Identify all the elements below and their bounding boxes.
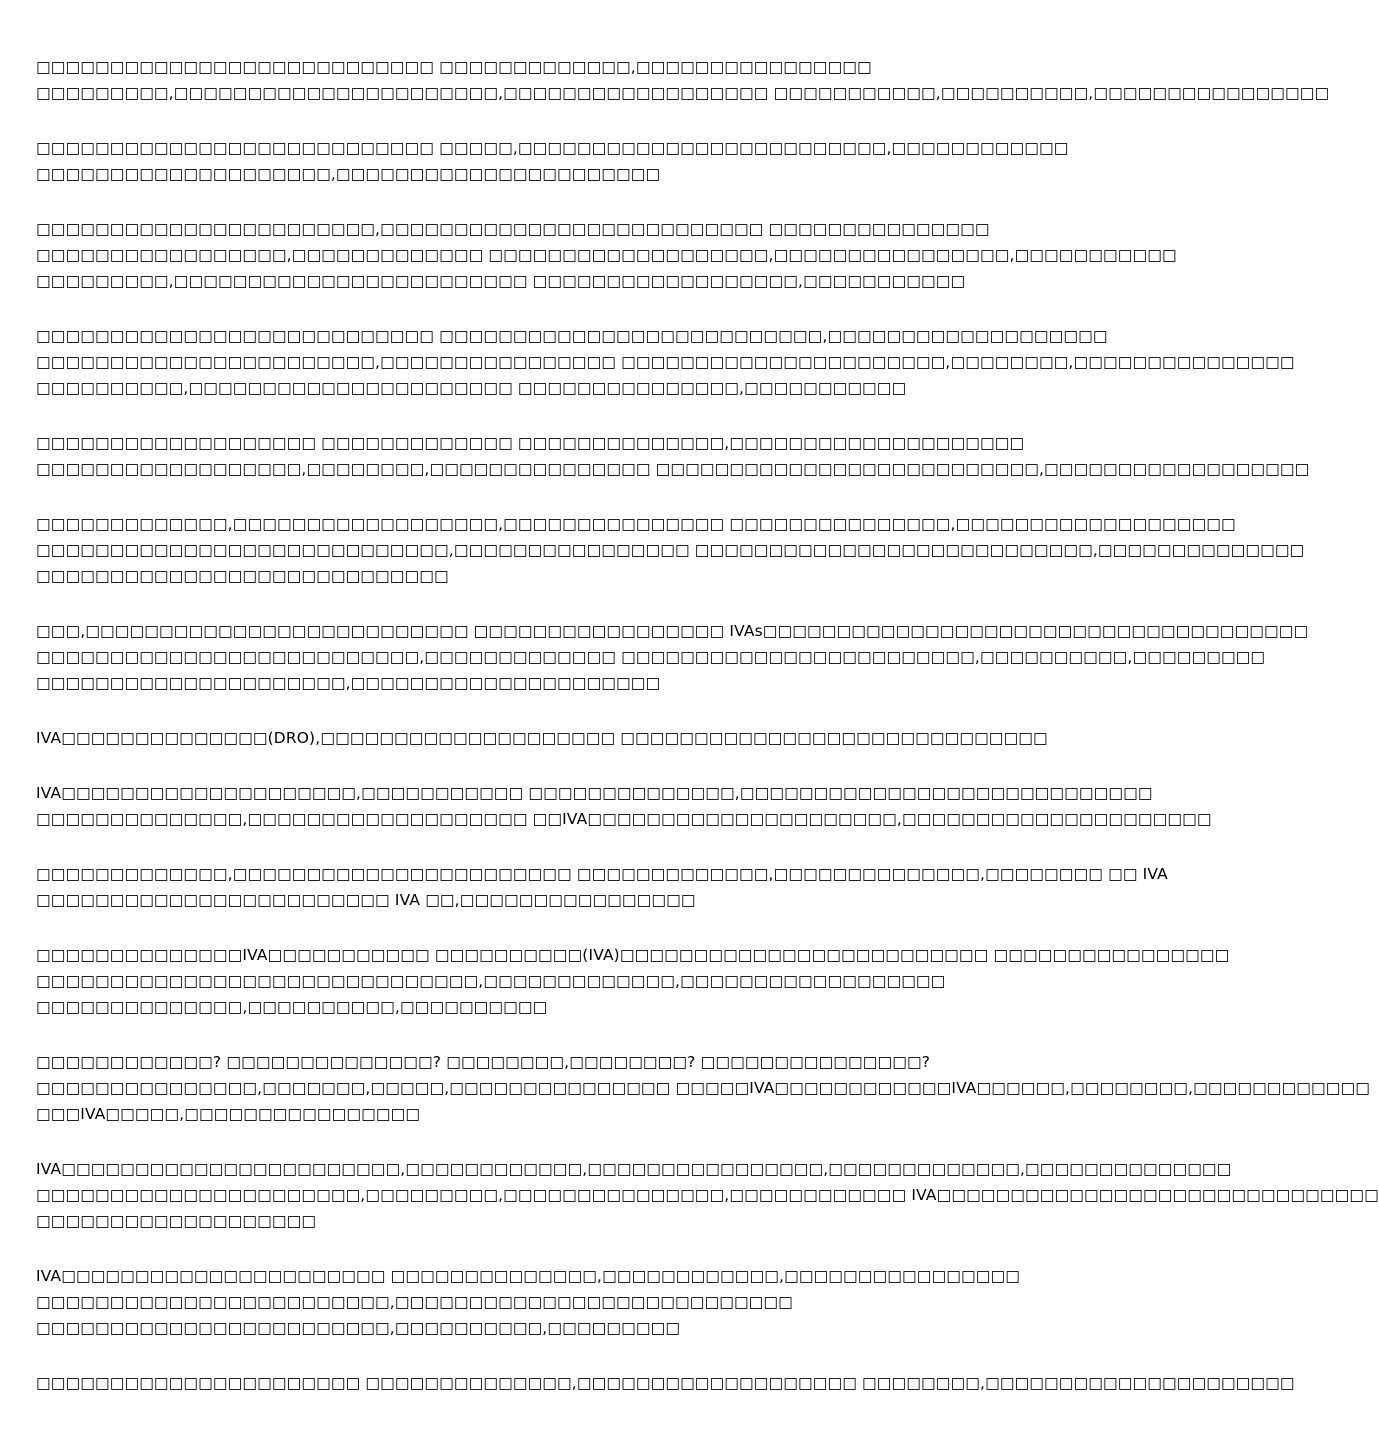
text-line: □□□□□□□□□□,□□□□□□□□□□□□□□□□□□□□□□ □□□□□□□□□□□□□□□,□□□□□□□□□□□ [36, 379, 907, 397]
text-line: □□□□□□□□□□□□□□□□□□□□,□□□□□□□□□□□□□□□□□□□□□□ [36, 165, 661, 183]
text-line: □□□□□□□□□□□□□□IVA□□□□□□□□□□□ □□□□□□□□□□(IVA)□□□□□□□□□□□□□□□□□□□□□□□□□ □□□□□□□□□□□□□□□□ [36, 946, 1230, 964]
paragraph-6 [36, 511, 1305, 589]
text-line: IVA□□□□□□□□□□□□□□□□□□□□,□□□□□□□□□□□ □□□□□□□□□□□□□□,□□□□□□□□□□□□□□□□□□□□□□□□□□□□ [36, 784, 1153, 802]
text-line: □□□□□□□□□□□□□□□□□□□□□□□□□□□□,□□□□□□□□□□□□□□□□ □□□□□□□□□□□□□□□□□□□□□□□□□□□,□□□□□□□□□□□□□□ [36, 541, 1305, 559]
paragraph-9 [36, 780, 1212, 832]
text-line: □□□,□□□□□□□□□□□□□□□□□□□□□□□□□□ □□□□□□□□□□□□□□□□□ IVAs□□□□□□□□□□□□□□□□□□□□□□□□□□□□□□□□□□□□□ [36, 622, 1309, 640]
text-line: □□□□□□□□□□□□□□□□□□□□□□□,□□□□□□□□□□□□□□□□□□□□□□□□□□ □□□□□□□□□□□□□□□ [36, 220, 990, 238]
paragraph-4 [36, 323, 1295, 401]
text-line: □□□□□□□□□□□□□□□□□□□□□□□□□□□□□□,□□□□□□□□□□□□□,□□□□□□□□□□□□□□□□□□ [36, 972, 946, 990]
paragraph-2 [36, 135, 1069, 187]
text-line: □□□□□□□□□□□□□□□□□□□ [36, 1212, 317, 1230]
paragraph-3 [36, 216, 1177, 294]
text-line: □□□□□□□□□□□□□□□□□□□□□□,□□□□□□□□□,□□□□□□□□□□□□□□□,□□□□□□□□□□□□ IVA□□□□□□□□□□□□□□□□□□□□□□□□□□□□□□ [36, 1186, 1379, 1204]
paragraph-5 [36, 430, 1310, 482]
paragraph-15 [36, 1370, 1295, 1396]
text-line: IVA□□□□□□□□□□□□□□□□□□□□□□ □□□□□□□□□□□□□□,□□□□□□□□□□□□,□□□□□□□□□□□□□□□□ [36, 1267, 1020, 1285]
text-line: □□□□□□□□□□□□□□□□□□□□□□□□ IVA □□,□□□□□□□□□□□□□□□□ [36, 891, 696, 909]
text-line: □□□□□□□□□□□□□□□□□□□□□□□□□□□ □□□□□,□□□□□□□□□□□□□□□□□□□□□□□□□,□□□□□□□□□□□□ [36, 139, 1069, 157]
paragraph-7 [36, 618, 1309, 696]
text-line: □□□□□□□□□□□□□□□□□□□ □□□□□□□□□□□□□ □□□□□□□□□□□□□□,□□□□□□□□□□□□□□□□□□□□ [36, 434, 1025, 452]
paragraph-8 [36, 725, 1048, 751]
text-line: IVA□□□□□□□□□□□□□□□□□□□□□□□,□□□□□□□□□□□□,□□□□□□□□□□□□□□□□,□□□□□□□□□□□□□,□□□□□□□□□□□□□□ [36, 1160, 1232, 1178]
text-line: □□□□□□□□□,□□□□□□□□□□□□□□□□□□□□□□,□□□□□□□□□□□□□□□□□□ □□□□□□□□□□□,□□□□□□□□□□,□□□□□□□□□□□□□□□□ [36, 84, 1330, 102]
text-line: □□□□□□□□□□□□□□□□□□□□□□□□□□□ □□□□□□□□□□□□□□□□□□□□□□□□□□,□□□□□□□□□□□□□□□□□□□ [36, 327, 1108, 345]
text-line: □□□□□□□□□□□□□□□□□□□□□□□,□□□□□□□□□□□□□□□□ □□□□□□□□□□□□□□□□□□□□□□,□□□□□□□□,□□□□□□□□□□□□□□□ [36, 353, 1295, 371]
document-body [36, 54, 1379, 1425]
text-line: □□□□□□□□□□□□□□□□□□□□□,□□□□□□□□□□□□□□□□□□□□□ [36, 674, 661, 692]
text-line: □□□□□□□□□□□□□□□□□□□□□□□□,□□□□□□□□□□□□□□□□□□□□□□□□□□□ [36, 1293, 793, 1311]
text-line: □□□□□□□□□□□□□□□□□,□□□□□□□□□□□□□ □□□□□□□□□□□□□□□□□□□,□□□□□□□□□□□□□□□□,□□□□□□□□□□□ [36, 246, 1177, 264]
text-line: □□□□□□□□□□□□□□□□□□□□□□□□,□□□□□□□□□□,□□□□□□□□□ [36, 1319, 681, 1337]
text-line: □□□□□□□□□□□□□□□□□□□□□□□□□□,□□□□□□□□□□□□□ □□□□□□□□□□□□□□□□□□□□□□□□,□□□□□□□□□□,□□□□□□□□□ [36, 648, 1266, 666]
paragraph-14 [36, 1263, 1020, 1341]
text-line: □□□□□□□□□□□□□,□□□□□□□□□□□□□□□□□□□□□□□ □□□□□□□□□□□□□,□□□□□□□□□□□□□□,□□□□□□□□ □□ IVA [36, 865, 1168, 883]
text-line: □□□□□□□□□□□□□□□□□□□□□□ □□□□□□□□□□□□□□,□□□□□□□□□□□□□□□□□□□ □□□□□□□□,□□□□□□□□□□□□□□□□□□□□□ [36, 1374, 1295, 1392]
text-line: □□□□□□□□□□□□□□□□□□□□□□□□□□□□ [36, 567, 449, 585]
text-line: □□□□□□□□□□□□□,□□□□□□□□□□□□□□□□□□,□□□□□□□□□□□□□□□ □□□□□□□□□□□□□□□,□□□□□□□□□□□□□□□□□□□ [36, 515, 1236, 533]
text-line: IVA□□□□□□□□□□□□□□(DRO),□□□□□□□□□□□□□□□□□□□□ □□□□□□□□□□□□□□□□□□□□□□□□□□□□□ [36, 729, 1048, 747]
paragraph-13 [36, 1156, 1379, 1234]
text-line: □□□□□□□□□□□□□□,□□□□□□□□□□,□□□□□□□□□□ [36, 998, 548, 1016]
paragraph-1 [36, 54, 1330, 106]
text-line: □□□□□□□□□□□□□□□,□□□□□□□,□□□□□,□□□□□□□□□□□□□□□ □□□□□IVA□□□□□□□□□□□□IVA□□□□□□,□□□□□□□□,□□□□□□□□□□□□ [36, 1079, 1370, 1097]
paragraph-11 [36, 942, 1230, 1020]
text-line: □□□□□□□□□□□□□□□□□□,□□□□□□□□,□□□□□□□□□□□□□□□ □□□□□□□□□□□□□□□□□□□□□□□□□□,□□□□□□□□□□□□□□□□□□ [36, 460, 1310, 478]
text-line: □□□□□□□□□□□□□□,□□□□□□□□□□□□□□□□□□□ □□IVA□□□□□□□□□□□□□□□□□□□□□,□□□□□□□□□□□□□□□□□□□□□ [36, 810, 1212, 828]
text-line: □□□□□□□□□□□□? □□□□□□□□□□□□□□? □□□□□□□□,□□□□□□□□? □□□□□□□□□□□□□□□? [36, 1053, 931, 1071]
paragraph-10 [36, 861, 1168, 913]
text-line: □□□IVA□□□□□,□□□□□□□□□□□□□□□□ [36, 1105, 421, 1123]
text-line: □□□□□□□□□□□□□□□□□□□□□□□□□□□ □□□□□□□□□□□□□,□□□□□□□□□□□□□□□□ [36, 58, 872, 76]
paragraph-12 [36, 1049, 1370, 1127]
text-line: □□□□□□□□□,□□□□□□□□□□□□□□□□□□□□□□□□ □□□□□□□□□□□□□□□□□□,□□□□□□□□□□□ [36, 272, 966, 290]
